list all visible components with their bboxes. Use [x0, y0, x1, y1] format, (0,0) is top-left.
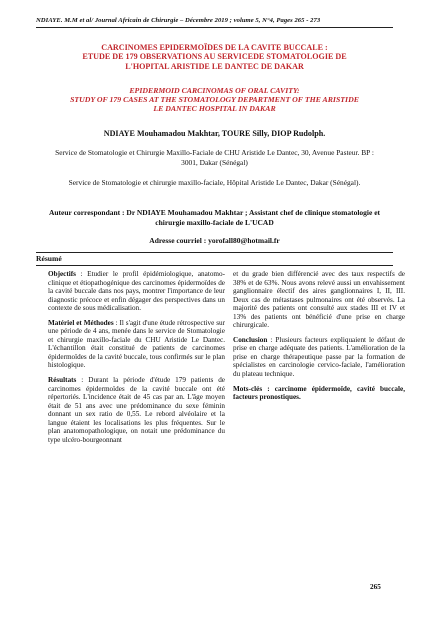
- abstract-heading: Résumé: [36, 252, 393, 266]
- title-english-line: EPIDERMOID CARCINOMAS OF ORAL CAVITY:: [129, 86, 300, 95]
- title-french: [36, 43, 393, 71]
- objectives-text: : Etudier le profil épidémiologique, anatomo-clinique et étiopathogénique des carcinomes épidermoïdes de la cavité buccale dans nos pays, montrer l'importance de leur diagnostic précoce et enfin dégager des perspectives dans un contexte de sous médicalisation.: [48, 270, 225, 313]
- keywords-text: : carcinome épidermoïde, cavité buccale, facteurs pronostiques.: [233, 384, 405, 402]
- methods-label: Matériel et Méthodes: [48, 318, 114, 327]
- abstract-column-left: [48, 270, 225, 450]
- abstract-methods: [48, 319, 225, 370]
- methods-text: : Il s'agit d'une étude rétrospective sur une période de 4 ans, menée dans le service de Stomatologie et chirurgie maxillo-faciale du CHU Aristide Le Dantec. L'échantillon était constitué de patients de carcinomes épidermoïdes de la cavité buccale, tous confirmés sur le plan histologique.: [48, 318, 225, 370]
- affiliation: Service de Stomatologie et Chirurgie Maxillo-Faciale de CHU Aristide Le Dantec, 30, Avenue Pasteur. BP : 3001, Dakar (Sénégal): [55, 148, 374, 167]
- corresponding-author: Auteur correspondant : Dr NDIAYE Mouhamadou Makhtar ; Assistant chef de clinique stomatologie et chirurgie maxillo-faciale de L'UCAD: [48, 208, 381, 227]
- abstract-keywords: [233, 385, 405, 402]
- title-french-line: ETUDE DE 179 OBSERVATIONS AU SERVICEDE STOMATOLOGIE DE: [82, 52, 347, 62]
- results-text: : Durant la période d'étude 179 patients de carcinomes épidermoïdes de la cavité buccale ont été répertoriés. L'incidence était de 45 cas par an. L'âge moyen était de 51 ans avec une prédominance du sexe féminin donnant un sex ratio de 0,55. Le rebord alvéolaire et la langue étaient les localisations les plus fréquentes. Sur le plan anatomopathologique, on notait une prédominance du type ulcéro-bourgeonnant: [48, 376, 225, 444]
- author-list: NDIAYE Mouhamadou Makhtar, TOURE Silly, DIOP Rudolph.: [103, 129, 326, 138]
- contact-email: Adresse courriel : yorofall80@hotmail.fr: [149, 236, 280, 245]
- title-french-line: CARCINOMES EPIDERMOÏDES DE LA CAVITE BUCCALE :: [101, 43, 328, 52]
- conclusion-label: Conclusion: [233, 335, 268, 344]
- conclusion-text: : Plusieurs facteurs expliquaient le défaut de prise en charge adéquate des patients. L'amélioration de la prise en charge thérapeutique passe par la formation de spécialistes en carcinologie cervico-faciale, l'amélioration du plateau technique.: [233, 335, 405, 379]
- abstract-results-continued: et du grade bien différencié avec des taux respectifs de 38% et de 63%. Nous avons relevé aussi un envahissement ganglionnaire électif des aires ganglionnaires I, II, III. Deux cas de métastases pulmonaires ont été observés. La majorité des patients ont consulté aux stades III et IV et 13% des patients ont bénéficié d'une prise en charge chirurgicale.: [233, 270, 405, 330]
- title-english-line: LE DANTEC HOSPITAL IN DAKAR: [153, 104, 276, 114]
- abstract-column-right: [233, 270, 405, 408]
- abstract-conclusion: [233, 336, 405, 379]
- keywords-label: Mots-clés: [233, 384, 263, 393]
- results-label: Résultats: [48, 376, 77, 385]
- title-english: [36, 86, 393, 114]
- abstract-results: [48, 376, 225, 444]
- abstract-objectives: [48, 270, 225, 313]
- running-header: NDIAYE. M.M et al/ Journal Africain de Chirurgie – Décembre 2019 ; volume 5, N°4, Pages 265 - 273: [36, 17, 393, 28]
- title-english-line: STUDY OF 179 CASES AT THE STOMATOLOGY DEPARTMENT OF THE ARISTIDE: [70, 95, 359, 105]
- objectives-label: Objectifs: [48, 270, 76, 278]
- title-french-line: L'HOPITAL ARISTIDE LE DANTEC DE DAKAR: [125, 61, 304, 71]
- page-number: 265: [370, 583, 381, 591]
- affiliation: Service de Stomatologie et chirurgie maxillo-faciale, Hôpital Aristide Le Dantec, Dakar (Sénégal).: [68, 178, 361, 187]
